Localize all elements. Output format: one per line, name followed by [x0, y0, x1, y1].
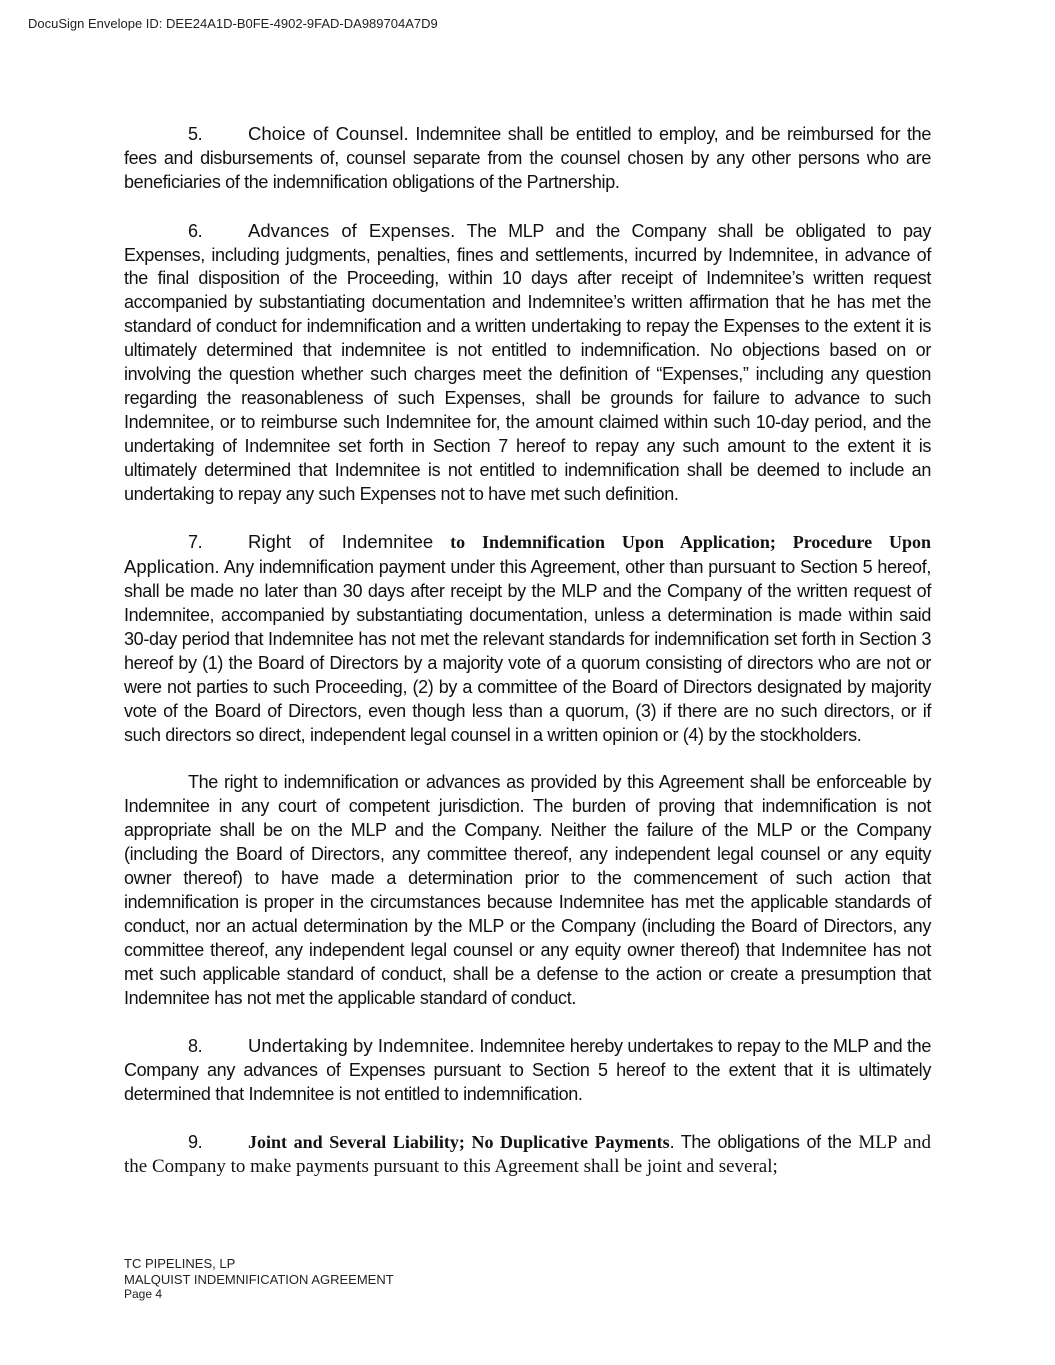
section-number: 8.: [188, 1036, 203, 1057]
section-heading: Joint and Several Liability; No Duplicative Payments: [248, 1131, 670, 1152]
section-5: [124, 122, 931, 195]
section-number: 9.: [188, 1131, 203, 1152]
section-7-continued: [124, 771, 931, 1010]
envelope-id: DocuSign Envelope ID: DEE24A1D-B0FE-4902-9FAD-DA989704A7D9: [28, 16, 438, 31]
section-heading: Advances of Expenses.: [248, 219, 456, 241]
section-text: Indemnitee shall be entitled to employ, and be reimbursed for the fees and disbursements of, counsel separate from the counsel chosen by any other persons who are beneficiaries of the indemnification obligations of the Partnership.: [124, 124, 932, 192]
section-text: . The obligations of the: [669, 1131, 852, 1152]
section-text: Indemnitee hereby undertakes to repay to the MLP and the Company any advances of Expenses pursuant to Section 5 hereof to the extent that it is ultimately determined that Indemnitee is not entitled to indemnification.: [124, 1036, 932, 1105]
page-number: Page 4: [124, 1287, 163, 1301]
section-heading: Right of Indemnitee: [248, 531, 434, 553]
section-number: 7.: [188, 532, 203, 553]
section-number: 5.: [188, 124, 203, 144]
section-heading: Undertaking by Indemnitee.: [248, 1035, 475, 1057]
document-body: [124, 122, 931, 1203]
section-8: [124, 1034, 931, 1107]
page-footer: [124, 1256, 394, 1303]
footer-agreement-title: MALQUIST INDEMNIFICATION AGREEMENT: [124, 1271, 394, 1287]
section-9: [124, 1131, 931, 1179]
footer-company: TC PIPELINES, LP: [124, 1256, 236, 1271]
section-text: The right to indemnification or advances as provided by this Agreement shall be enforceable by Indemnitee in any court of competent jurisdiction. The burden of proving that indemnification is not appropriate shall be on the MLP and the Company. Neither the failure of the MLP or the Company (including the Board of Directors, any committee thereof, any independent legal counsel or any equity owner thereof) to have made a determination prior to the commencement of such action that indemnification is proper in the circumstances because Indemnitee has met the applicable standards of conduct, nor an actual determination by the MLP or the Company (including the Board of Directors, any committee thereof, any independent legal counsel or any equity owner thereof) that Indemnitee has not met such applicable standard of conduct, shall be a defense to the action or create a presumption that Indemnitee has not met the applicable standard of conduct.: [124, 772, 931, 1008]
section-text: The MLP and the Company shall be obligated to pay Expenses, including judgments, penalties, fines and settlements, incurred by Indemnitee, in advance of the final disposition of the Proceeding, within 10 days after receipt of Indemnitee’s written request accompanied by substantiating documentation and Indemnitee’s written affirmation that he has met the standard of conduct for indemnification and a written undertaking to repay the Expenses to the extent it is ultimately determined that indemnitee is not entitled to indemnification. No objections based on or involving the question whether such charges meet the definition of “Expenses,” including any question regarding the reasonableness of such Expenses, shall be grounds for failure to advance to such Indemnitee, or to reimburse such Indemnitee for, the amount claimed within such 10-day period, and the undertaking of Indemnitee set forth in Section 7 hereof to repay any such amount to the extent it is ultimately determined that Indemnitee is not entitled to indemnification shall be deemed to include an undertaking to repay any such Expenses not to have met such definition.: [124, 220, 931, 504]
section-heading-tail: Application.: [124, 556, 220, 578]
section-text-serif: MLP and the Company to make payments pursuant to this Agreement shall be joint and several;: [124, 1131, 931, 1177]
section-text: Any indemnification payment under this Agreement, other than pursuant to Section 5 hereof, shall be made no later than 30 days after receipt by the MLP and the Company of the written request of Indemnitee, accompanied by substantiating documentation, unless a determination is made within said 30-day period that Indemnitee has not met the relevant standards for indemnification set forth in Section 3 hereof by (1) the Board of Directors by a majority vote of a quorum consisting of directors who are not or were not parties to such Proceeding, (2) by a committee of the Board of Directors designated by majority vote of the Board of Directors, even though less than a quorum, (3) if there are no such directors, or if such directors so direct, independent legal counsel in a written opinion or (4) by the stockholders.: [124, 557, 931, 745]
section-heading: Choice of Counsel.: [248, 123, 409, 144]
section-number: 6.: [188, 220, 203, 241]
section-6: [124, 219, 931, 507]
section-7: [124, 530, 931, 747]
section-heading-bold: to Indemnification Upon Application; Procedure Upon: [433, 532, 931, 553]
